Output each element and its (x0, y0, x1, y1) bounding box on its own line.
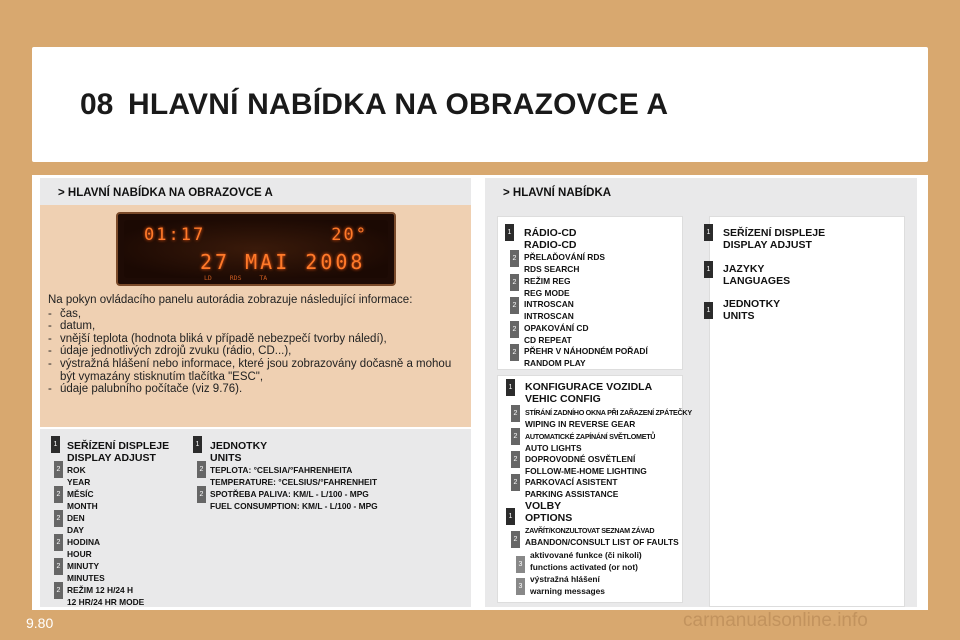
menu-item-display-adjust: SEŘÍZENÍ DISPLEJE DISPLAY ADJUST (723, 227, 826, 251)
list-item: - údaje jednotlivých zdrojů zvuku (rádio, CD...), (48, 345, 292, 358)
level-2-badge: 2 (54, 534, 63, 551)
menu-item-rear-wiper: STÍRÁNÍ ZADNÍHO OKNA PŘI ZAŘAZENÍ ZPÁTEČKY WIPING IN REVERSE GEAR (525, 408, 692, 429)
menu-item-month: MĚSÍC MONTH (67, 489, 98, 511)
level-1-badge: 1 (505, 224, 514, 241)
level-1-badge: 1 (193, 436, 202, 453)
left-section-heading: > HLAVNÍ NABÍDKA NA OBRAZOVCE A (40, 178, 471, 206)
list-item: - údaje palubního počítače (viz 9.76). (48, 383, 243, 396)
list-item: - čas, (48, 307, 82, 320)
level-2-badge: 2 (510, 321, 519, 338)
lcd-time: 01:17 (144, 225, 206, 245)
watermark: carmanualsonline.info (683, 610, 868, 631)
lcd-display (116, 212, 396, 286)
menu-item-auto-lights: AUTOMATICKÉ ZAPÍNÁNÍ SVĚTLOMETŮ AUTO LIGHTS (525, 432, 656, 453)
level-2-badge: 2 (511, 531, 520, 548)
level-2-badge: 2 (510, 250, 519, 267)
level-2-badge: 2 (511, 451, 520, 468)
description-text (48, 294, 468, 396)
list-item: - datum, (48, 320, 96, 333)
menu-item-follow-me-home: DOPROVODNÉ OSVĚTLENÍ FOLLOW-ME-HOME LIGHTING (525, 454, 647, 476)
level-1-badge: 1 (506, 379, 515, 396)
menu-item-languages: JAZYKY LANGUAGES (723, 263, 791, 287)
level-2-badge: 2 (54, 461, 63, 478)
level-2-badge: 2 (54, 582, 63, 599)
list-item: - výstražná hlášení nebo informace, které jsou zobrazovány dočasně a mohou být vymazány stisknutím tlačítka "ESC", (48, 357, 452, 383)
options-title: VOLBY OPTIONS (525, 500, 573, 524)
menu-item-cd-repeat: OPAKOVÁNÍ CD CD REPEAT (524, 323, 589, 345)
lcd-flags: LD RDS TA (204, 274, 268, 282)
menu-item-units: JEDNOTKY UNITS (723, 298, 781, 322)
level-3-badge: 3 (516, 578, 525, 595)
level-1-badge: 1 (704, 302, 713, 319)
lcd-screen (124, 220, 388, 282)
menu-item-random-play: PŘEHR V NÁHODNÉM POŘADÍ RANDOM PLAY (524, 346, 648, 368)
vehicle-config-title: KONFIGURACE VOZIDLA VEHIC CONFIG (525, 381, 653, 405)
menu-item-introscan: INTROSCAN INTROSCAN (524, 299, 574, 321)
level-2-badge: 2 (54, 510, 63, 527)
right-section-heading: > HLAVNÍ NABÍDKA (485, 178, 917, 206)
units-title: JEDNOTKY UNITS (210, 440, 268, 464)
menu-item-parking-assist: PARKOVACÍ ASISTENT PARKING ASSISTANCE (525, 477, 619, 499)
menu-item-warning-messages: výstražná hlášení warning messages (530, 574, 605, 596)
level-2-badge: 2 (511, 474, 520, 491)
menu-item-hour: HODINA HOUR (67, 537, 101, 559)
menu-item-day: DEN DAY (67, 513, 85, 535)
menu-item-temperature: TEPLOTA: °CELSIA/°FAHRENHEITA TEMPERATURE: °CELSIUS/°FAHRENHEIT (210, 465, 378, 487)
level-2-badge: 2 (54, 558, 63, 575)
level-1-badge: 1 (704, 261, 713, 278)
menu-item-fault-list: ZAVŘÍT/KONZULTOVAT SEZNAM ZÁVAD ABANDON/CONSULT LIST OF FAULTS (525, 526, 679, 547)
level-3-badge: 3 (516, 556, 525, 573)
level-2-badge: 2 (197, 486, 206, 503)
menu-item-fuel: SPOTŘEBA PALIVA: KM/L - L/100 - MPG FUEL CONSUMPTION: KM/L - L/100 - MPG (210, 489, 378, 511)
chapter-number: 08 (80, 88, 114, 121)
menu-item-hour-mode: REŽIM 12 H/24 H 12 HR/24 HR MODE (67, 585, 145, 607)
list-item: - vnější teplota (hodnota bliká v případě nebezpečí tvorby náledí), (48, 332, 387, 345)
level-1-badge: 1 (704, 224, 713, 241)
level-2-badge: 2 (511, 428, 520, 445)
menu-item-minutes: MINUTY MINUTES (67, 561, 105, 583)
lcd-date: 27 MAI 2008 (200, 250, 366, 274)
page-number: 9.80 (26, 615, 54, 631)
description-intro: Na pokyn ovládacího panelu autorádia zobrazuje následující informace: (48, 294, 413, 306)
level-1-badge: 1 (506, 508, 515, 525)
menu-item-rds-search: PŘELAĎOVÁNÍ RDS RDS SEARCH (524, 252, 605, 274)
level-1-badge: 1 (51, 436, 60, 453)
level-2-badge: 2 (510, 297, 519, 314)
page-title: HLAVNÍ NABÍDKA NA OBRAZOVCE A (128, 88, 669, 121)
level-2-badge: 2 (54, 486, 63, 503)
level-2-badge: 2 (510, 344, 519, 361)
display-adjust-title: SEŘÍZENÍ DISPLEJE DISPLAY ADJUST (67, 440, 170, 464)
menu-item-year: ROK YEAR (67, 465, 91, 487)
menu-item-reg-mode: REŽIM REG REG MODE (524, 276, 571, 298)
level-2-badge: 2 (510, 274, 519, 291)
menu-item-functions-activated: aktivované funkce (či nikoli) functions activated (or not) (530, 550, 642, 572)
level-2-badge: 2 (511, 405, 520, 422)
radio-title: RÁDIO-CD RADIO-CD (524, 227, 577, 251)
level-2-badge: 2 (197, 461, 206, 478)
lcd-temperature: 20° (331, 225, 368, 245)
